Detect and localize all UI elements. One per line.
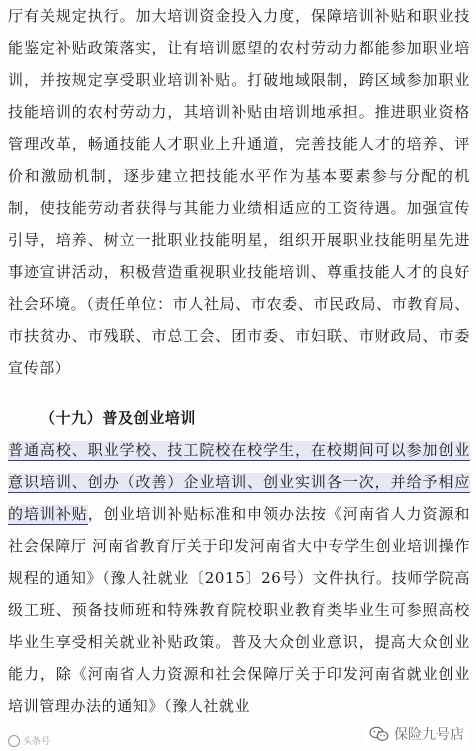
wechat-icon: [369, 726, 389, 742]
watermark-account-name: 保险九号店: [394, 727, 464, 743]
paragraph-continuation: ，创业培训补贴标准和申领办法按《河南省人力资源和社会保障厅 河南省教育厅关于印发河南省大中专学生创业培训操作规程的通知》（豫人社就业〔2015〕26号）文件执行。技师学院高级工班、预备技师班和特殊教育院校职业教育类毕业生可参照高校毕业生享受相关就业补贴政策。普及大众创业意识，提高大众创业能力，除《河南省人力资源和社会保障厅关于印发河南省就业创业培训管理办法的通知》（豫人社就业: [8, 505, 470, 715]
source-logo-icon: [8, 735, 20, 747]
watermark-source-text: 头条号: [23, 737, 51, 747]
watermark-account: [365, 722, 468, 746]
watermark-source: [8, 734, 50, 747]
highlighted-text: 普通高校、职业学校、技工院校在校学生，在校期间可以参加创业意识培训、创办（改善）企业培训、创业实训各一次，并给予相应的培训补贴: [8, 441, 470, 523]
paragraph-entrepreneurship-training: [8, 434, 470, 722]
paragraph-policy-training: 厅有关规定执行。加大培训资金投入力度，保障培训补贴和职业技能鉴定补贴政策落实，让有培训愿望的农村劳动力都能参加职业培训，并按规定享受职业培训补贴。打破地域限制，跨区域参加职业技能培训的农村劳动力，其培训补贴由培训地承担。推进职业资格管理改革，畅通技能人才职业上升通道，完善技能人才的培养、评价和激励机制，逐步建立把技能水平作为基本要素参与分配的机制，使技能劳动者获得与其能力业绩相适应的工资待遇。加强宣传引导，培养、树立一批职业技能明星，组织开展职业技能明星先进事迹宣讲活动，积极营造重视职业技能培训、尊重技能人才的良好社会环境。（责任单位：市人社局、市农委、市民政局、市教育局、市扶贫办、市残联、市总工会、团市委、市妇联、市财政局、市委宣传部）: [8, 7, 470, 377]
section-heading: （十九）普及创业培训: [40, 409, 197, 427]
